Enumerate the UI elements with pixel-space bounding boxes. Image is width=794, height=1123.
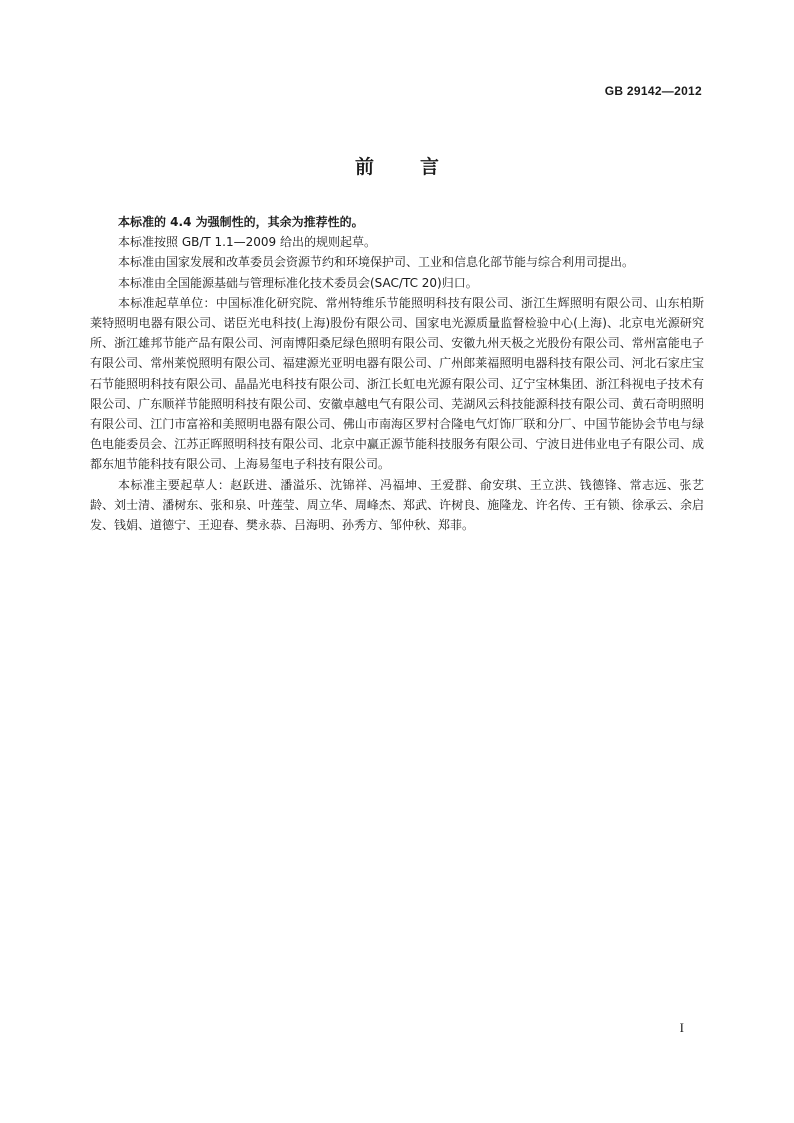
- paragraph-drafting-rules: 本标准按照 GB/T 1.1—2009 给出的规则起草。: [118, 235, 376, 250]
- paragraph-proposer: 本标准由国家发展和改革委员会资源节约和环境保护司、工业和信息化部节能与综合利用司提出。: [118, 255, 635, 270]
- standard-number: GB 29142—2012: [604, 84, 702, 98]
- paragraph-mandatory-clause: 本标准的 4.4 为强制性的，其余为推荐性的。: [118, 215, 364, 229]
- page-title: 前言: [354, 156, 485, 178]
- paragraph-administrator: 本标准由全国能源基础与管理标准化技术委员会(SAC/TC 20)归口。: [118, 275, 478, 290]
- paragraph-drafting-units: 本标准起草单位：中国标准化研究院、常州特维乐节能照明科技有限公司、浙江生辉照明有限公司、山东柏斯莱特照明电器有限公司、诺臣光电科技(上海)股份有限公司、国家电光源质量监督检验中心(上海)、北京电光源研究所、浙江雄邦节能产品有限公司、河南博阳桑尼绿色照明有限公司、安徽九州天极之光股份有限公司、常州富能电子有限公司、常州莱悦照明有限公司、福建源光亚明电器有限公司、广州郎莱福照明电器科技有限公司、河北石家庄宝石节能照明科技有限公司、晶晶光电科技有限公司、浙江长虹电光源有限公司、辽宁宝林集团、浙江科视电子技术有限公司、广东顺祥节能照明科技有限公司、安徽卓越电气有限公司、芜湖风云科技能源科技有限公司、黄石奇明照明有限公司、江门市富裕和美照明电器有限公司、佛山市南海区罗村合隆电气灯饰厂联和分厂、中国节能协会节电与绿色电能委员会、江苏正晖照明科技有限公司、北京中赢正源节能科技服务有限公司、宁波日进伟业电子有限公司、成都东旭节能科技有限公司、上海易玺电子科技有限公司。: [90, 295, 704, 472]
- page-number: I: [679, 1020, 684, 1035]
- foreword-body: [90, 212, 704, 535]
- paragraph-drafters: 本标准主要起草人：赵跃进、潘溢乐、沈锦祥、冯福坤、王爱群、俞安琪、王立洪、钱德锋、常志远、张艺龄、刘士清、潘树东、张和泉、叶莲莹、周立华、周峰杰、郑武、许树良、施隆龙、许名传、王有锁、徐承云、余启发、钱娟、道德宁、王迎春、樊永恭、吕海明、孙秀方、邹仲秋、郑菲。: [90, 477, 704, 533]
